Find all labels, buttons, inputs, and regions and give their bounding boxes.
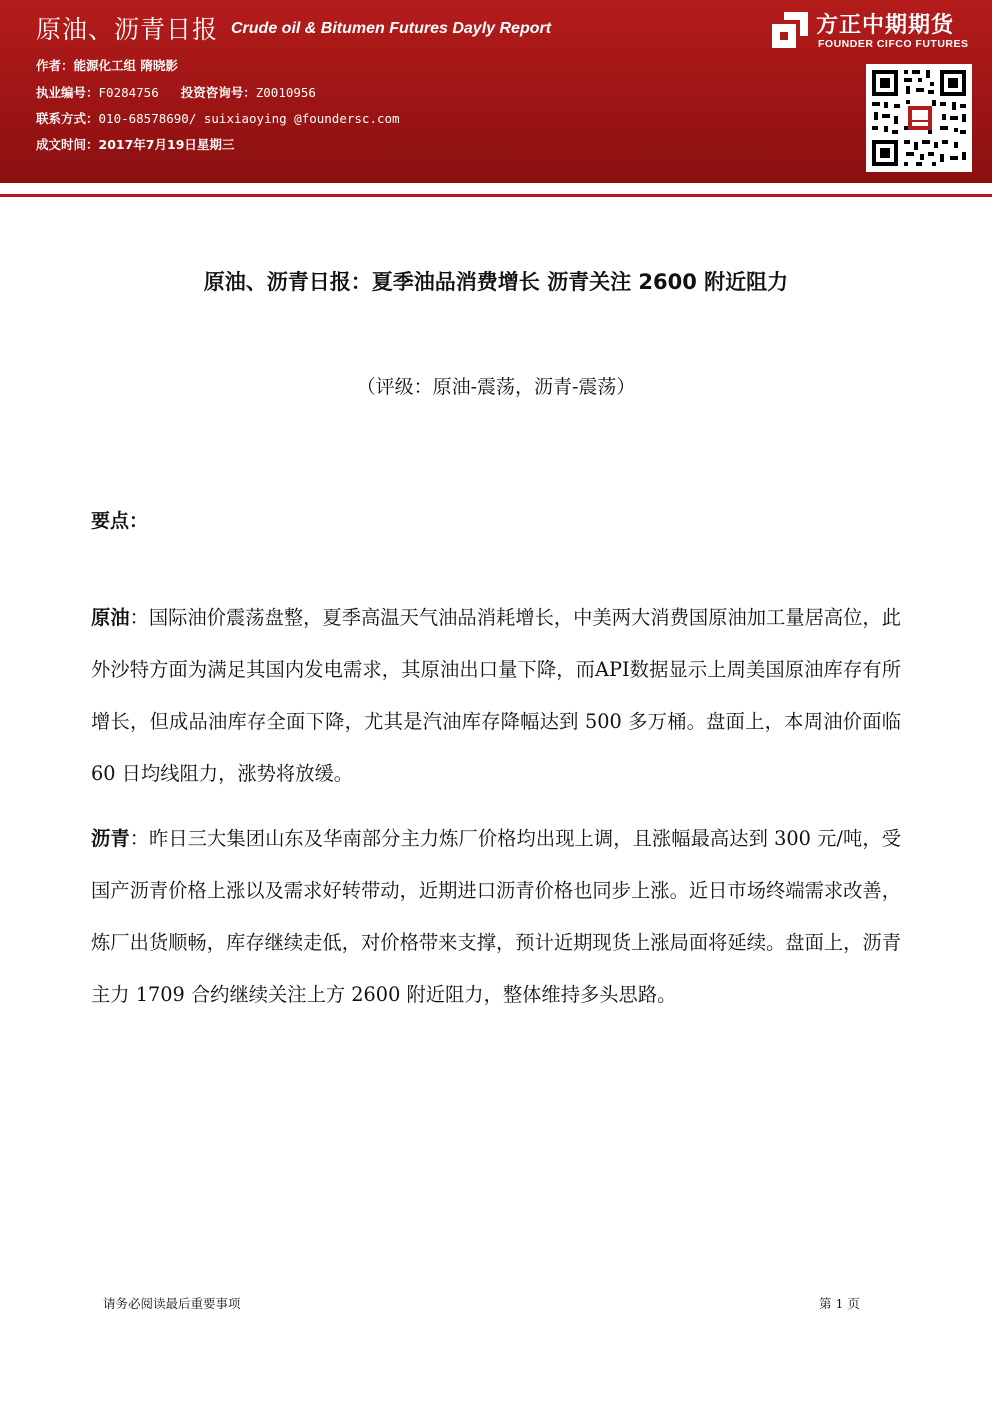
header-divider [0, 194, 992, 197]
company-logo [770, 6, 984, 52]
contact-label: 联系方式： [36, 111, 99, 126]
crude-oil-paragraph [91, 592, 901, 800]
author-value: 能源化工组 隋晓影 [73, 58, 178, 73]
report-title-en: Crude oil & Bitumen Futures Dayly Report [231, 20, 552, 37]
footer-notice: 请务必阅读最后重要事项 [103, 1296, 241, 1311]
contact-value: 010-68578690/ suixiaoying @foundersc.com [98, 111, 400, 126]
contact-line [36, 109, 400, 127]
crude-oil-text: ：国际油价震荡盘整，夏季高温天气油品消耗增长，中美两大消费国原油加工量居高位，此外沙特方面为满足其国内发电需求，其原油出口量下降，而API数据显示上周美国原油库存有所增长，但成品油库存全面下降，尤其是汽油库存降幅达到 500 多万桶。盘面上，本周油价面临 60 日均线阻力，涨势将放缓。 [91, 606, 902, 785]
license-label: 执业编号： [36, 85, 99, 100]
license-line [36, 83, 316, 101]
qr-code-icon [866, 64, 972, 172]
logo-name-en: FOUNDER CIFCO FUTURES [818, 38, 969, 50]
consult-label: 投资咨询号： [180, 85, 256, 100]
report-title-cn: 原油、沥青日报 [36, 15, 219, 44]
report-header [0, 0, 992, 183]
author-line [36, 56, 178, 74]
founder-logo-icon [770, 10, 810, 50]
bitumen-lead: 沥青 [91, 827, 130, 850]
bitumen-paragraph [91, 813, 901, 1021]
author-label: 作者： [36, 58, 74, 73]
rating-line: （评级：原油-震荡，沥青-震荡） [356, 376, 636, 398]
bitumen-text: ：昨日三大集团山东及华南部分主力炼厂价格均出现上调，且涨幅最高达到 300 元/吨，受国产沥青价格上涨以及需求好转带动，近期进口沥青价格也同步上涨。近日市场终端需求改善，炼厂出货顺畅，库存继续走低，对价格带来支撑，预计近期现货上涨局面将延续。盘面上，沥青主力 1709 合约继续关注上方 2600 附近阻力，整体维持多头思路。 [91, 827, 901, 1006]
date-value: 2017年7月19日星期三 [98, 137, 235, 152]
consult-value: Z0010956 [255, 85, 316, 100]
keypoints-heading: 要点： [91, 510, 149, 532]
date-label: 成文时间： [36, 137, 99, 152]
page-number: 第 1 页 [819, 1296, 860, 1311]
license-value: F0284756 [98, 85, 159, 100]
date-line [36, 135, 234, 153]
logo-name-cn: 方正中期期货 [816, 13, 955, 38]
crude-oil-lead: 原油 [91, 606, 130, 629]
document-title: 原油、沥青日报：夏季油品消费增长 沥青关注 2600 附近阻力 [203, 270, 789, 294]
